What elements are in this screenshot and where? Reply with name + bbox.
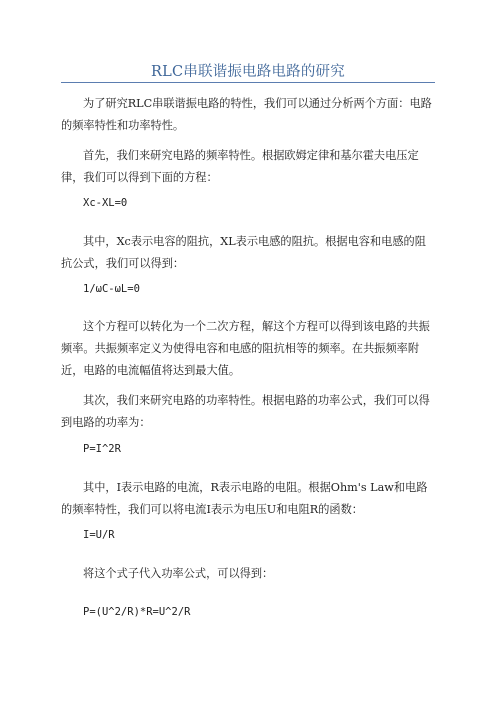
- paragraph-resonance: 这个方程可以转化为一个二次方程，解这个方程可以得到该电路的共振频率。共振频率定义为使得电容和电感的阻抗相等的频率。在共振频率附近，电路的电流幅值将达到最大值。: [61, 320, 430, 377]
- paragraph-substitute: 将这个式子代入功率公式，可以得到：: [83, 567, 274, 580]
- formula-reactance-balance: Xc-XL=0: [83, 197, 128, 209]
- title-underline: [61, 82, 435, 83]
- document-title: RLC串联谐振电路电路的研究: [151, 64, 345, 80]
- formula-power: P=I^2R: [83, 443, 121, 455]
- paragraph-frequency: 首先，我们来研究电路的频率特性。根据欧姆定律和基尔霍夫电压定律，我们可以得到下面的方程：: [61, 149, 419, 184]
- paragraph-power: 其次，我们来研究电路的功率特性。根据电路的功率公式，我们可以得到电路的功率为：: [61, 394, 430, 429]
- formula-current: I=U/R: [83, 529, 115, 541]
- paragraph-current: 其中，I表示电路的电流，R表示电路的电阻。根据Ohm's Law和电路的频率特性，我们可以将电流I表示为电压U和电阻R的函数：: [61, 481, 428, 516]
- formula-power-result: P=(U^2/R)*R=U^2/R: [83, 606, 191, 618]
- paragraph-impedance: 其中，Xc表示电容的阻抗，XL表示电感的阻抗。根据电容和电感的阻抗公式，我们可以得到：: [61, 235, 426, 270]
- paragraph-intro: 为了研究RLC串联谐振电路的特性，我们可以通过分析两个方面：电路的频率特性和功率特性。: [61, 97, 432, 132]
- formula-impedance: 1/ωC-ωL=0: [83, 283, 140, 295]
